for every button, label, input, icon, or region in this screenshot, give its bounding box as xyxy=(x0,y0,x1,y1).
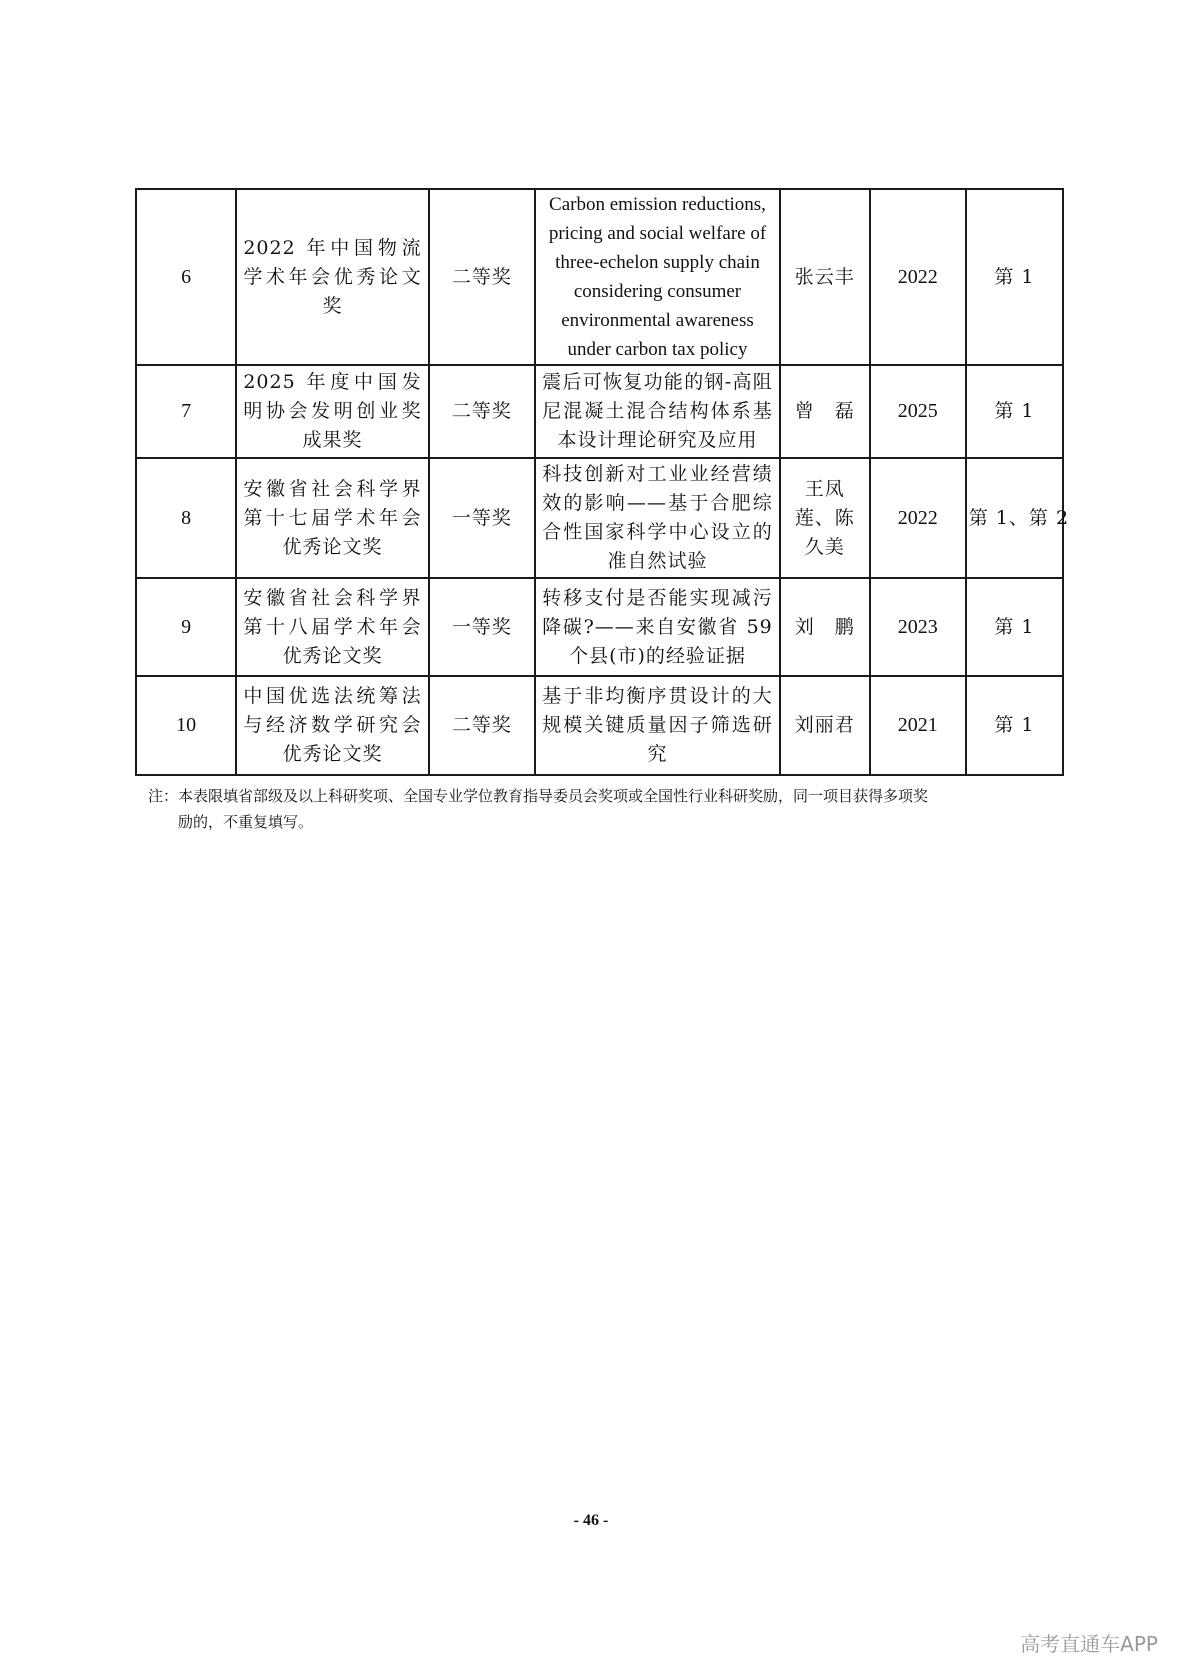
award-year: 2023 xyxy=(870,578,966,676)
award-name: 2022 年中国物流学术年会优秀论文奖 xyxy=(236,189,428,365)
row-number: 8 xyxy=(136,458,236,578)
award-name: 2025 年度中国发明协会发明创业奖成果奖 xyxy=(236,365,428,458)
award-year: 2022 xyxy=(870,458,966,578)
award-name: 中国优选法统筹法与经济数学研究会优秀论文奖 xyxy=(236,676,428,775)
award-level: 二等奖 xyxy=(429,365,536,458)
table-row xyxy=(136,578,1063,676)
author: 刘 鹏 xyxy=(780,578,870,676)
award-level: 二等奖 xyxy=(429,189,536,365)
award-year: 2021 xyxy=(870,676,966,775)
author-rank: 第 1 xyxy=(966,365,1063,458)
row-number: 9 xyxy=(136,578,236,676)
awards-table xyxy=(135,188,1070,776)
table-row xyxy=(136,189,1063,365)
award-level: 二等奖 xyxy=(429,676,536,775)
work-title: 震后可恢复功能的钢-高阻尼混凝土混合结构体系基本设计理论研究及应用 xyxy=(535,365,780,458)
award-year: 2022 xyxy=(870,189,966,365)
page-number: - 46 - xyxy=(573,1512,609,1529)
work-title: 科技创新对工业业经营绩效的影响——基于合肥综合性国家科学中心设立的准自然试验 xyxy=(535,458,780,578)
award-name: 安徽省社会科学界第十八届学术年会优秀论文奖 xyxy=(236,578,428,676)
award-name: 安徽省社会科学界第十七届学术年会优秀论文奖 xyxy=(236,458,428,578)
work-title: 基于非均衡序贯设计的大规模关键质量因子筛选研究 xyxy=(535,676,780,775)
table-row xyxy=(136,365,1063,458)
table-footnote xyxy=(148,783,1028,835)
award-year: 2025 xyxy=(870,365,966,458)
row-number: 6 xyxy=(136,189,236,365)
author-rank: 第 1 xyxy=(966,676,1063,775)
row-number: 10 xyxy=(136,676,236,775)
work-title: 转移支付是否能实现减污降碳?——来自安徽省 59 个县(市)的经验证据 xyxy=(535,578,780,676)
work-title: Carbon emission reductions, pricing and social welfare of three-echelon supply chain considering consumer environmental awareness under carbon tax policy xyxy=(535,189,780,365)
footnote-line-1: 注：本表限填省部级及以上科研奖项、全国专业学位教育指导委员会奖项或全国性行业科研奖励，同一项目获得多项奖 xyxy=(148,787,929,805)
author: 曾 磊 xyxy=(780,365,870,458)
award-level: 一等奖 xyxy=(429,578,536,676)
table-row xyxy=(136,676,1063,775)
award-level: 一等奖 xyxy=(429,458,536,578)
author-rank: 第 1、第 2 xyxy=(966,458,1063,578)
author-rank: 第 1 xyxy=(966,578,1063,676)
author: 刘丽君 xyxy=(780,676,870,775)
watermark: 高考直通车APP xyxy=(1020,1632,1158,1656)
author: 张云丰 xyxy=(780,189,870,365)
footnote-line-2: 励的，不重复填写。 xyxy=(178,813,314,831)
row-number: 7 xyxy=(136,365,236,458)
author: 王凤莲、陈久美 xyxy=(780,458,870,578)
author-rank: 第 1 xyxy=(966,189,1063,365)
table-row xyxy=(136,458,1063,578)
